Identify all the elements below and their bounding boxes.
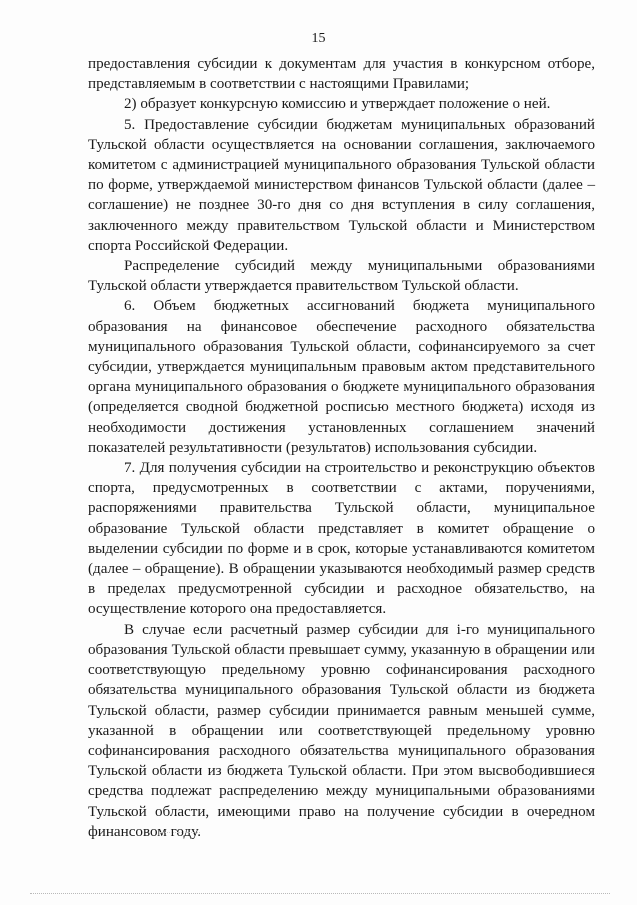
paragraph-clause-6: 6. Объем бюджетных ассигнований бюджета муниципального образования на финансовое обеспечение расходного обязательства муниципального образования Тульской области, софинансируемого за счет субсидии, утверждается муниципальным правовым актом представительного органа муниципального образования о бюджете муниципального образования (определяется сводной бюджетной росписью местного бюджета) исходя из необходимости достижения установленных соглашением значений показателей результативности (результатов) использования субсидии. xyxy=(88,298,595,456)
scan-edge-line xyxy=(30,893,610,894)
paragraph-clause-7: 7. Для получения субсидии на строительство и реконструкцию объектов спорта, предусмотренных в соответствии с актами, поручениями, распоряжениями правительства Тульской области, муниципальное образование Тульской области представляет в комитет обращение о выделении субсидии по форме и в срок, которые устанавливаются комитетом (далее – обращение). В обращении указываются необходимый размер средств в пределах предусмотренной субсидии и расходное обязательство, на осуществление которого она предоставляется. xyxy=(88,460,595,618)
paragraph-clause-5: 5. Предоставление субсидии бюджетам муниципальных образований Тульской области осуществляется на основании соглашения, заключаемого комитетом с администрацией муниципального образования Тульской области по форме, утверждаемой министерством финансов Тульской области (далее – соглашение) не позднее 30-го дня со дня вступления в силу соглашения, заключенного между правительством Тульской области и Министерством спорта Российской Федерации. xyxy=(88,116,595,254)
scan-speck xyxy=(160,832,200,833)
paragraph-item-2: 2) образует конкурсную комиссию и утверждает положение о ней. xyxy=(124,96,551,113)
page-number: 15 xyxy=(311,31,326,46)
paragraph-distribution: Распределение субсидий между муниципальными образованиями Тульской области утверждается правительством Тульской области. xyxy=(88,258,595,295)
paragraph-1-continuation: предоставления субсидии к документам для участия в конкурсном отборе, представляемым в соответствии с настоящими Правилами; xyxy=(88,56,595,93)
paragraph-subsidy-calculation: В случае если расчетный размер субсидии для i-го муниципального образования Тульской области превышает сумму, указанную в обращении или соответствующую предельному уровню софинансирования расходного обязательства муниципального образования Тульской области из бюджета Тульской области, размер субсидии принимается равным меньшей сумме, указанной в обращении или соответствующей предельному уровню софинансирования расходного обязательства муниципального образования Тульской области из бюджета Тульской области. При этом высвободившиеся средства подлежат распределению между муниципальными образованиями Тульской области, имеющими право на получение субсидии в очередном финансовом году. xyxy=(88,621,595,840)
document-body xyxy=(88,54,595,842)
